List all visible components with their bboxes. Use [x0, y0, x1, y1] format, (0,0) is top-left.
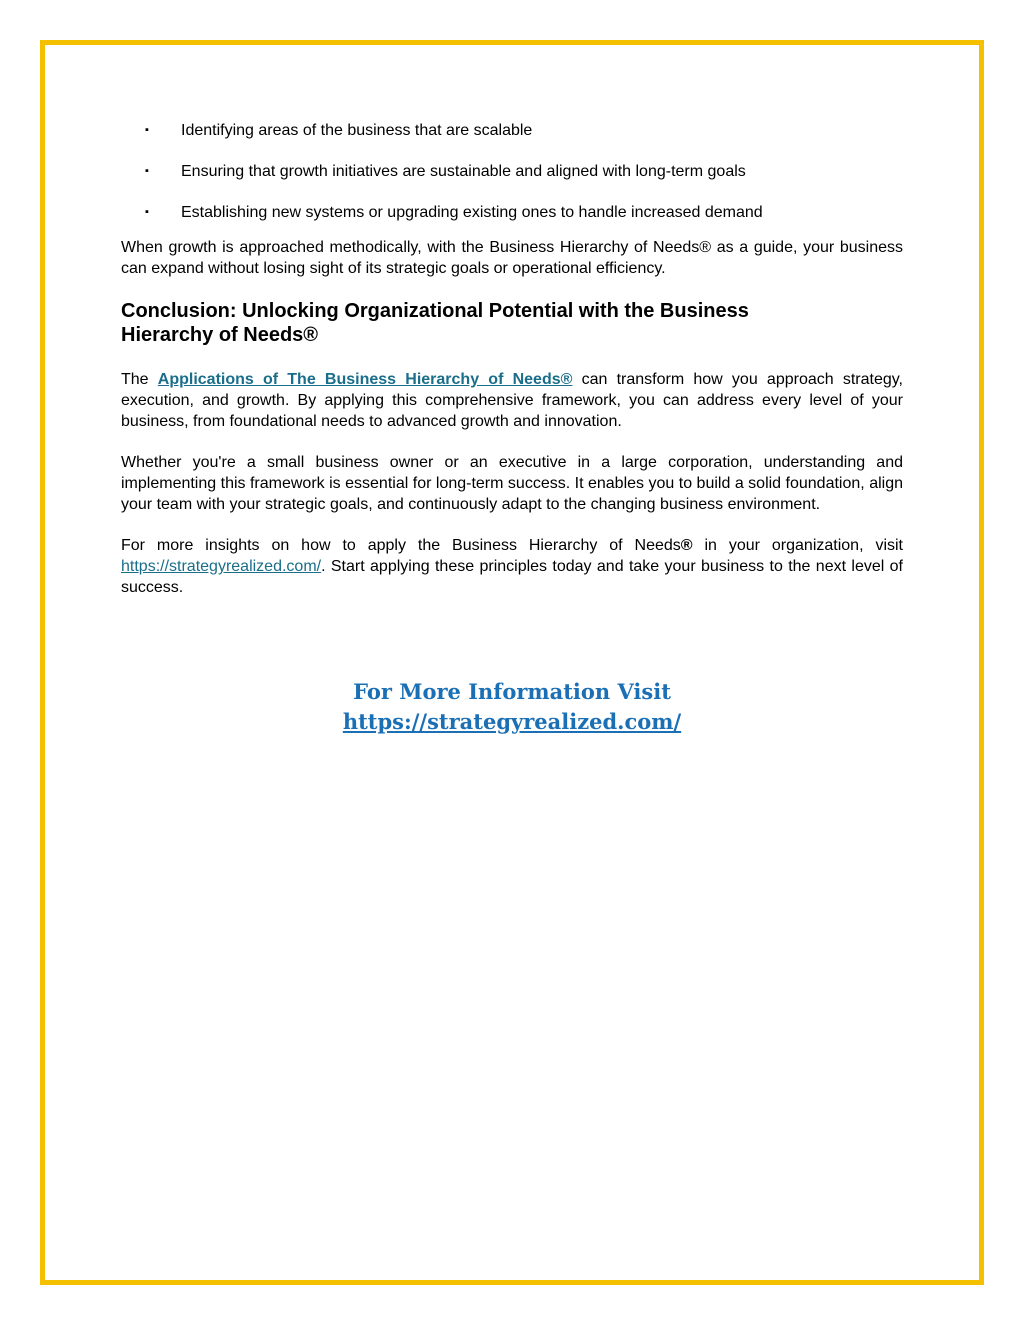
conclusion-heading: Conclusion: Unlocking Organizational Potential with the Business Hierarchy of Needs® [121, 300, 749, 346]
page-content [121, 120, 903, 618]
bullet-icon: ▪ [145, 124, 149, 136]
whether-paragraph: Whether you're a small business owner or an executive in a large corporation, understanding and implementing this framework is essential for long-term success. It enables you to build a solid foundation, align your team with your strategic goals, and continuously adapt to the changing business environment. [121, 454, 903, 513]
applications-paragraph [121, 369, 903, 432]
list-item-text: Identifying areas of the business that are scalable [181, 122, 533, 139]
insights-middle: in your organization, visit [692, 537, 904, 554]
registered-mark: ® [680, 537, 693, 554]
list-item [121, 161, 903, 182]
cta-heading: For More Information Visit [353, 679, 671, 704]
insights-paragraph [121, 535, 903, 598]
insights-prefix: For more insights on how to apply the Business Hierarchy of Needs [121, 537, 681, 554]
applications-prefix: The [121, 371, 158, 388]
list-item-text: Ensuring that growth initiatives are sustainable and aligned with long-term goals [181, 163, 746, 180]
applications-suffix: can transform how you approach strategy, execution, and growth. By applying this comprehensive framework, you can address every level of your business, from foundational needs to advanced growth and innovation. [121, 371, 904, 430]
cta-link[interactable]: https://strategyrealized.com/ [342, 709, 682, 734]
list-item [121, 120, 903, 141]
growth-paragraph: When growth is approached methodically, with the Business Hierarchy of Needs® as a guide, your business can expand without losing sight of its strategic goals or operational efficiency. [121, 239, 903, 277]
applications-link[interactable]: Applications of The Business Hierarchy of Needs® [157, 371, 573, 388]
bullet-list [121, 120, 903, 223]
bullet-icon: ▪ [145, 165, 149, 177]
bullet-icon: ▪ [145, 206, 149, 218]
list-item-text: Establishing new systems or upgrading existing ones to handle increased demand [181, 204, 763, 221]
list-item [121, 202, 903, 223]
cta-block [0, 677, 1024, 737]
insights-suffix: . Start applying these principles today and take your business to the next level of success. [121, 558, 903, 596]
strategyrealized-link[interactable]: https://strategyrealized.com/ [121, 558, 322, 575]
